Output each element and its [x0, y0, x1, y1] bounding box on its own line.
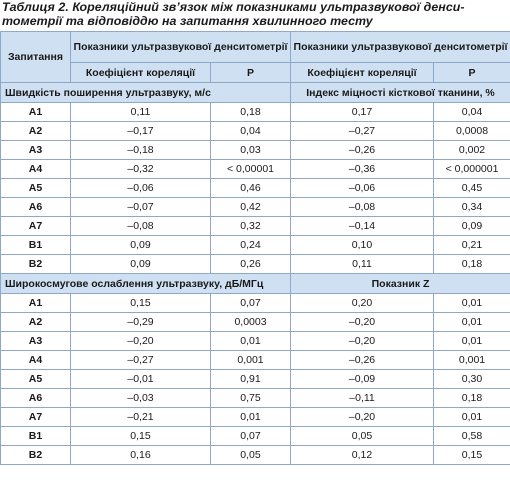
corr-value-2: –0,26: [291, 141, 434, 160]
question-label: А1: [1, 294, 71, 313]
p-value-2: 0,18: [434, 255, 510, 274]
question-label: А5: [1, 179, 71, 198]
corr-value-2: 0,11: [291, 255, 434, 274]
corr-value-1: –0,08: [71, 217, 211, 236]
corr-value-2: –0,20: [291, 408, 434, 427]
section-title-left: Широкосмугове ослаблення ультразвуку, дБ/МГц: [1, 274, 291, 294]
corr-value-1: 0,11: [71, 103, 211, 122]
p-value-1: 0,001: [211, 351, 291, 370]
header-question: Запитання: [1, 32, 71, 83]
p-value-1: 0,04: [211, 122, 291, 141]
p-value-1: 0,91: [211, 370, 291, 389]
p-value-2: 0,58: [434, 427, 510, 446]
question-label: А3: [1, 332, 71, 351]
table-row: [1, 236, 510, 255]
corr-value-1: –0,03: [71, 389, 211, 408]
table-row: [1, 313, 510, 332]
table-row: [1, 294, 510, 313]
corr-value-1: –0,07: [71, 198, 211, 217]
table-row: [1, 160, 510, 179]
corr-value-2: 0,17: [291, 103, 434, 122]
header-p-1: Р: [211, 63, 291, 83]
corr-value-1: –0,17: [71, 122, 211, 141]
corr-value-2: –0,06: [291, 179, 434, 198]
p-value-2: 0,34: [434, 198, 510, 217]
corr-value-2: –0,26: [291, 351, 434, 370]
p-value-1: 0,07: [211, 294, 291, 313]
p-value-1: 0,18: [211, 103, 291, 122]
section-header-row: [1, 83, 510, 103]
corr-value-2: –0,14: [291, 217, 434, 236]
corr-value-1: 0,09: [71, 255, 211, 274]
corr-value-1: 0,16: [71, 446, 211, 465]
p-value-1: 0,01: [211, 408, 291, 427]
p-value-1: 0,0003: [211, 313, 291, 332]
corr-value-1: –0,06: [71, 179, 211, 198]
corr-value-1: –0,01: [71, 370, 211, 389]
p-value-2: 0,01: [434, 294, 510, 313]
p-value-1: 0,01: [211, 332, 291, 351]
section-title-left: Швидкість поширення ультразвуку, м/с: [1, 83, 291, 103]
header-group-1: Показники ультразвукової денситометрії: [71, 32, 291, 63]
table-row: [1, 179, 510, 198]
question-label: В2: [1, 255, 71, 274]
question-label: А4: [1, 160, 71, 179]
p-value-2: 0,15: [434, 446, 510, 465]
corr-value-1: 0,15: [71, 294, 211, 313]
p-value-2: 0,0008: [434, 122, 510, 141]
table-row: [1, 103, 510, 122]
p-value-1: 0,03: [211, 141, 291, 160]
corr-value-2: 0,12: [291, 446, 434, 465]
corr-value-1: –0,20: [71, 332, 211, 351]
corr-value-1: 0,15: [71, 427, 211, 446]
question-label: В1: [1, 236, 71, 255]
question-label: А5: [1, 370, 71, 389]
corr-value-2: –0,11: [291, 389, 434, 408]
p-value-1: 0,32: [211, 217, 291, 236]
corr-value-1: –0,29: [71, 313, 211, 332]
table-row: [1, 122, 510, 141]
p-value-2: 0,04: [434, 103, 510, 122]
p-value-2: 0,01: [434, 313, 510, 332]
question-label: А4: [1, 351, 71, 370]
caption-line-2: тометрії та відповіддю на запитання хвилинного тесту: [2, 13, 373, 28]
section-title-right: Показник Z: [291, 274, 510, 294]
p-value-1: 0,24: [211, 236, 291, 255]
corr-value-1: –0,27: [71, 351, 211, 370]
p-value-2: 0,45: [434, 179, 510, 198]
p-value-2: < 0,000001: [434, 160, 510, 179]
table-row: [1, 408, 510, 427]
table-row: [1, 141, 510, 160]
correlation-table: [0, 31, 510, 465]
table-row: [1, 427, 510, 446]
corr-value-2: –0,27: [291, 122, 434, 141]
p-value-1: 0,42: [211, 198, 291, 217]
table-row: [1, 255, 510, 274]
p-value-2: 0,01: [434, 332, 510, 351]
corr-value-1: –0,32: [71, 160, 211, 179]
corr-value-2: 0,20: [291, 294, 434, 313]
p-value-1: 0,07: [211, 427, 291, 446]
question-label: А2: [1, 122, 71, 141]
p-value-1: 0,05: [211, 446, 291, 465]
p-value-2: 0,01: [434, 408, 510, 427]
p-value-1: 0,75: [211, 389, 291, 408]
p-value-1: 0,26: [211, 255, 291, 274]
table-row: [1, 198, 510, 217]
table-row: [1, 446, 510, 465]
corr-value-2: –0,08: [291, 198, 434, 217]
header-group-2: Показники ультразвукової денситометрії: [291, 32, 510, 63]
table-row: [1, 389, 510, 408]
table-row: [1, 217, 510, 236]
question-label: А6: [1, 389, 71, 408]
question-label: А2: [1, 313, 71, 332]
question-label: А7: [1, 408, 71, 427]
corr-value-2: –0,36: [291, 160, 434, 179]
header-corr-1: Коефіцієнт кореляції: [71, 63, 211, 83]
caption-line-1: Таблиця 2. Кореляційний зв’язок між показниками ультразвукової денси-: [2, 0, 465, 14]
p-value-2: 0,09: [434, 217, 510, 236]
table-caption: [0, 0, 510, 30]
table-row: [1, 351, 510, 370]
question-label: В1: [1, 427, 71, 446]
p-value-2: 0,18: [434, 389, 510, 408]
corr-value-2: –0,09: [291, 370, 434, 389]
table-body: [1, 83, 510, 465]
corr-value-2: 0,10: [291, 236, 434, 255]
p-value-2: 0,21: [434, 236, 510, 255]
p-value-2: 0,001: [434, 351, 510, 370]
corr-value-1: –0,18: [71, 141, 211, 160]
header-corr-2: Коефіцієнт кореляції: [291, 63, 434, 83]
question-label: В2: [1, 446, 71, 465]
corr-value-1: 0,09: [71, 236, 211, 255]
p-value-1: 0,46: [211, 179, 291, 198]
p-value-2: 0,30: [434, 370, 510, 389]
question-label: А1: [1, 103, 71, 122]
table-row: [1, 370, 510, 389]
p-value-2: 0,002: [434, 141, 510, 160]
section-title-right: Індекс міцності кісткової тканини, %: [291, 83, 510, 103]
table-row: [1, 332, 510, 351]
header-p-2: Р: [434, 63, 510, 83]
corr-value-2: –0,20: [291, 332, 434, 351]
question-label: А3: [1, 141, 71, 160]
p-value-1: < 0,00001: [211, 160, 291, 179]
corr-value-1: –0,21: [71, 408, 211, 427]
corr-value-2: 0,05: [291, 427, 434, 446]
section-header-row: [1, 274, 510, 294]
question-label: А7: [1, 217, 71, 236]
corr-value-2: –0,20: [291, 313, 434, 332]
question-label: А6: [1, 198, 71, 217]
